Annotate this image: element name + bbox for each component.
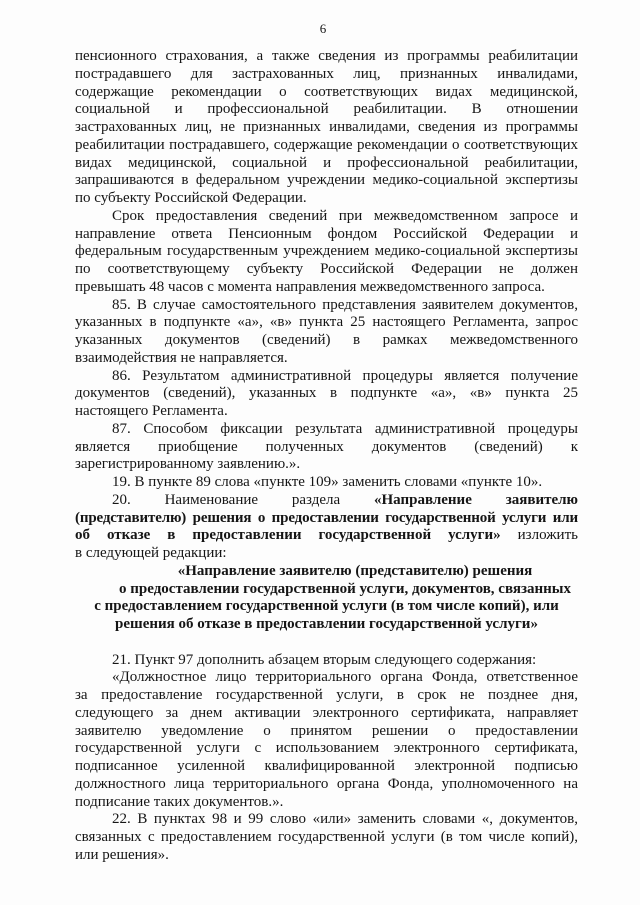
page-number: 6 xyxy=(319,21,327,36)
text-line: 87. Способом фиксации результата административной процедуры xyxy=(112,420,578,437)
text-line: по соответствующему субъекту Российской Федерации не должен xyxy=(75,261,578,277)
text-line: указанных в подпункте «а», «в» пункта 25 настоящего Регламента, запрос xyxy=(75,314,578,331)
blank-line xyxy=(75,634,578,652)
text-line: 22. В пунктах 98 и 99 слово «или» заменить словами «, документов, xyxy=(112,811,578,828)
text-line: направление ответа Пенсионным фондом Российской Федерации и xyxy=(75,225,578,242)
text-line xyxy=(75,545,578,563)
text-line: 86. Результатом административной процедуры является получение xyxy=(112,367,578,384)
section-heading xyxy=(75,563,578,634)
text-line: федеральным государственным учреждением медико-социальной экспертизы xyxy=(75,243,578,260)
text-line: государственной услуги с использованием электронного сертификата, xyxy=(75,740,578,757)
text-line: «Должностное лицо территориального органа Фонда, ответственное xyxy=(112,669,578,686)
document-body xyxy=(75,48,578,865)
text-line: по субъекту Российской Федерации. xyxy=(75,190,307,206)
amendment-22 xyxy=(75,811,578,864)
heading-line: с предоставлением государственной услуги (в том числе копий), или xyxy=(94,598,559,615)
text-line xyxy=(75,527,578,545)
clause-87 xyxy=(75,421,578,474)
heading-line: решения об отказе в предоставлении государственной услуги» xyxy=(115,616,538,632)
text-line: должностного лица территориального органа Фонда, уполномоченного на xyxy=(75,775,578,792)
text-line: 19. В пункте 89 слова «пункте 109» заменить словами «пункте 10». xyxy=(112,474,543,490)
text-line: подписание таких документов.». xyxy=(75,793,284,810)
text-line: заявителю уведомление о принятом решении о предоставлении xyxy=(75,722,578,739)
text-line xyxy=(75,492,578,510)
heading-line: «Направление заявителю (представителю) решения xyxy=(177,562,533,579)
text-line: реабилитации пострадавшего, содержащие рекомендации о соответствующих xyxy=(75,136,578,153)
text-line: взаимодействия не направляется. xyxy=(75,349,288,366)
text-line: подписанное усиленной квалифицированной электронной подписью xyxy=(75,758,578,774)
heading-line: о предоставлении государственной услуги, документов, связанных xyxy=(119,580,571,597)
regular-text: изложить xyxy=(500,527,578,544)
text-line: превышать 48 часов с момента направления межведомственного запроса. xyxy=(75,278,545,295)
text-line: является приобщение полученных документов (сведений) к xyxy=(75,438,578,455)
bold-text: «Направление заявителю xyxy=(373,491,578,508)
text-line: 85. В случае самостоятельного представления заявителем документов, xyxy=(112,296,578,313)
regular-text: в следующей редакции: xyxy=(75,545,227,561)
text-line: пострадавшего для застрахованных лиц, признанных инвалидами, xyxy=(75,65,578,82)
bold-text: об отказе в предоставлении государственной услуги» xyxy=(75,527,501,544)
text-line: социальной и профессиональной реабилитации. В отношении xyxy=(75,101,578,118)
regular-text: 20. Наименование раздела xyxy=(112,491,374,508)
text-line: пенсионного страхования, а также сведения из программы реабилитации xyxy=(75,48,578,64)
amendment-19 xyxy=(75,474,578,492)
text-line: 21. Пункт 97 дополнить абзацем вторым следующего содержания: xyxy=(112,651,537,668)
text-line: видах медицинской, социальной и профессиональной реабилитации, xyxy=(75,154,578,171)
text-line xyxy=(75,510,578,528)
quoted-paragraph xyxy=(75,669,578,811)
text-line: зарегистрированному заявлению.». xyxy=(75,456,301,473)
text-line: застрахованных лиц, не признанных инвалидами, сведения из программы xyxy=(75,119,578,135)
paragraph-rehabilitation-program-info xyxy=(75,48,578,208)
paragraph-response-deadline xyxy=(75,208,578,297)
clause-85 xyxy=(75,297,578,368)
text-line: связанных с предоставлением государственной услуги (в том числе копий), xyxy=(75,829,578,845)
text-line: указанных документов (сведений) в рамках межведомственного xyxy=(75,332,578,348)
clause-86 xyxy=(75,368,578,421)
text-line: настоящего Регламента. xyxy=(75,403,228,419)
text-line: содержащие рекомендации о соответствующих видах медицинской, xyxy=(75,83,578,100)
bold-text: (представителю) решения о предоставлении государственной услуги или xyxy=(75,509,578,526)
text-line: следующего за днем активации электронного сертификата, направляет xyxy=(75,704,578,721)
text-line: Срок предоставления сведений при межведомственном запросе и xyxy=(112,207,578,224)
amendment-21 xyxy=(75,652,578,670)
amendment-20 xyxy=(75,492,578,563)
text-line: или решения». xyxy=(75,846,169,863)
text-line: за предоставление государственной услуги, в срок не позднее дня, xyxy=(75,687,578,703)
text-line: документов (сведений), указанных в подпункте «а», «в» пункта 25 xyxy=(75,385,578,402)
text-line: запрашиваются в федеральном учреждении медико-социальной экспертизы xyxy=(75,172,578,189)
